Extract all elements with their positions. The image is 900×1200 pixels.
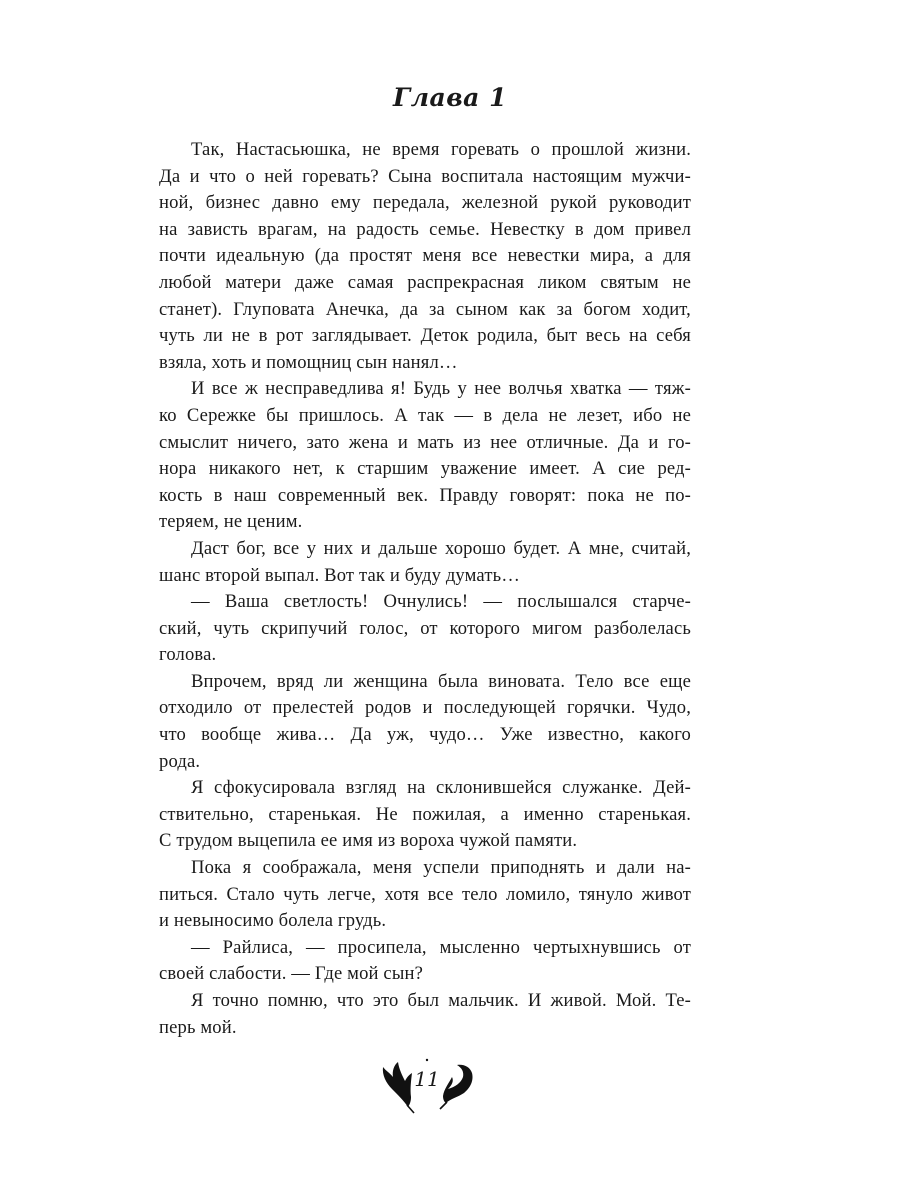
text-line: отходило от прелестей родов и последующей горячки. Чудо, (159, 697, 691, 719)
text-line: питься. Стало чуть легче, хотя все тело ломило, тянуло живот (159, 883, 691, 905)
paragraph (159, 137, 691, 376)
text-line: ствительно, старенькая. Не пожилая, а именно старенькая. (159, 803, 691, 825)
paragraph (159, 935, 691, 988)
text-line: ко Сережке бы пришлось. А так — в дела не лезет, ибо не (159, 404, 691, 426)
text-line: — Райлиса, — просипела, мысленно чертыхнувшись от (191, 936, 691, 958)
text-line: ной, бизнес давно ему передала, железной рукой руководит (159, 192, 691, 214)
paragraph (159, 669, 691, 775)
text-line: шанс второй выпал. Вот так и буду думать… (159, 564, 520, 586)
text-line: перь мой. (159, 1016, 237, 1038)
footer-ornament (0, 1055, 900, 1115)
text-line: смыслит ничего, зато жена и мать из нее отличные. Да и го- (159, 431, 691, 453)
text-line: — Ваша светлость! Очнулись! — послышался старче- (191, 591, 691, 613)
text-line: кость в наш современный век. Правду говорят: пока не по- (159, 484, 691, 506)
paragraph (159, 988, 691, 1041)
text-line: станет). Глуповата Анечка, да за сыном как за богом ходит, (159, 298, 691, 320)
text-line: Пока я соображала, меня успели приподнять и дали на- (191, 857, 691, 879)
text-line: теряем, не ценим. (159, 511, 303, 533)
page-footer (0, 1055, 900, 1115)
feather-icon (440, 1065, 473, 1109)
text-line: любой матери даже самая распрекрасная ликом святым не (159, 271, 691, 293)
feather-icon (383, 1062, 414, 1113)
text-line: на зависть врагам, на радость семье. Невестку в дом привел (159, 218, 691, 240)
text-line: рода. (159, 750, 201, 772)
text-line: взяла, хоть и помощниц сын нанял… (159, 351, 458, 373)
text-line: нора никакого нет, к старшим уважение имеет. А сие ред- (159, 458, 691, 480)
text-line: почти идеальную (да простят меня все невестки мира, а для (159, 245, 691, 267)
paragraph (159, 855, 691, 935)
text-line: чуть ли не в рот заглядывает. Деток родила, быт весь на себя (159, 325, 691, 347)
text-line: Даст бог, все у них и дальше хорошо будет. А мне, считай, (191, 537, 691, 559)
text-line: Я точно помню, что это был мальчик. И живой. Мой. Те- (191, 990, 691, 1011)
text-line: Да и что о ней горевать? Сына воспитала настоящим мужчи- (159, 165, 691, 187)
page-number: 11 (414, 1067, 440, 1091)
text-line: Я сфокусировала взгляд на склонившейся служанке. Дей- (191, 777, 691, 799)
paragraph (159, 536, 691, 589)
text-line: что вообще жива… Да уж, чудо… Уже известно, какого (159, 724, 691, 746)
text-line: и невыносимо болела грудь. (159, 910, 387, 932)
text-line: своей слабости. — Где мой сын? (159, 963, 423, 985)
paragraph (159, 589, 691, 669)
chapter-title: Глава 1 (393, 83, 507, 112)
text-line: С трудом выцепила ее имя из вороха чужой памяти. (159, 830, 578, 852)
text-line: И все ж несправедлива я! Будь у нее волчья хватка — тяж- (191, 378, 691, 400)
text-line: Так, Настасьюшка, не время горевать о прошлой жизни. (191, 139, 691, 160)
paragraph (159, 376, 691, 536)
paragraph (159, 775, 691, 855)
chapter-text (159, 137, 691, 1041)
text-line: ский, чуть скрипучий голос, от которого мигом разболелась (159, 617, 691, 639)
text-line: Впрочем, вряд ли женщина была виновата. Тело все еще (191, 670, 691, 692)
text-line: голова. (159, 644, 217, 666)
